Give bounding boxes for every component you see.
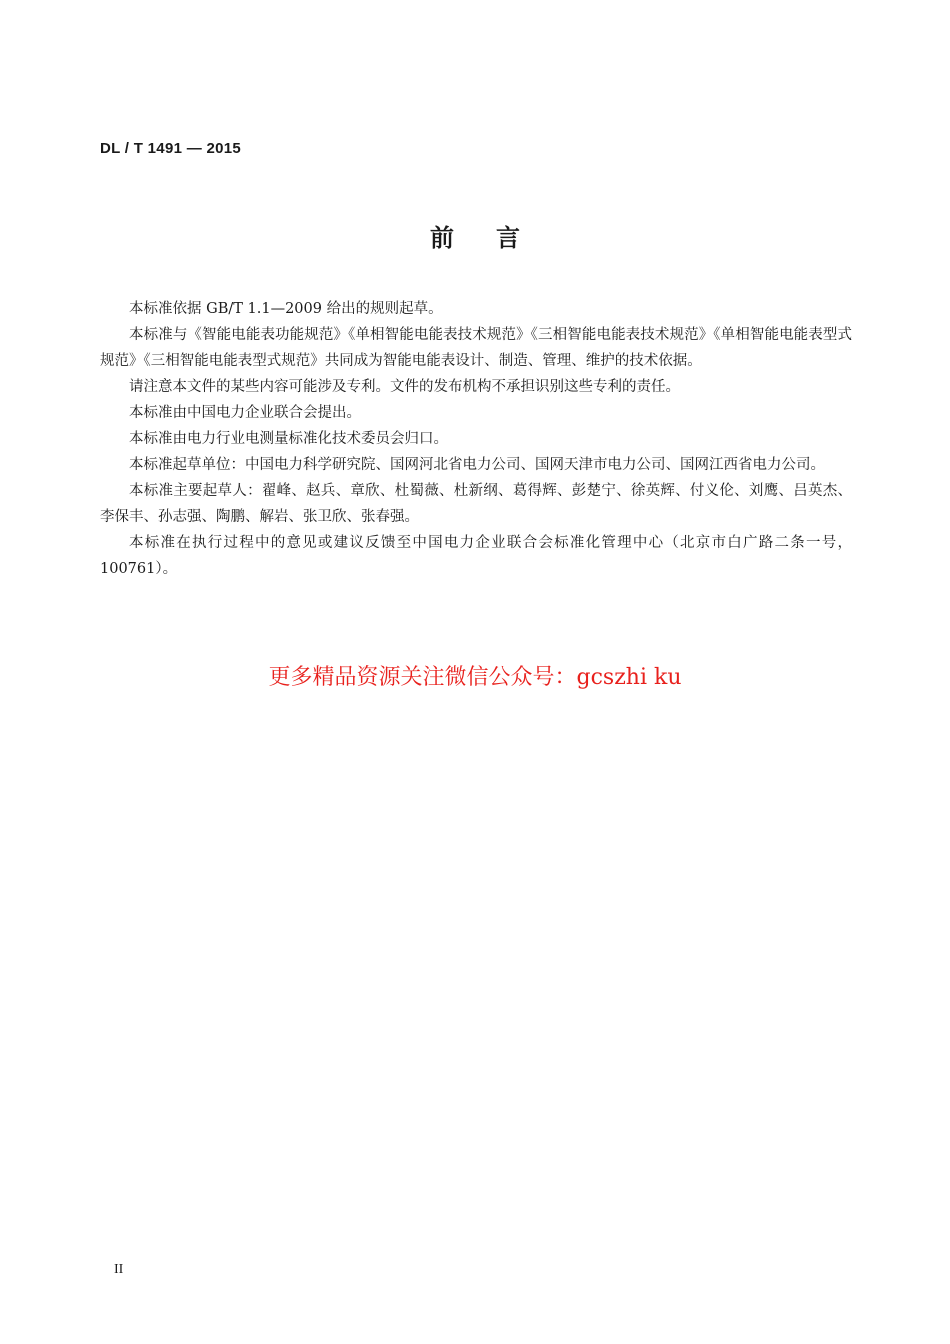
page-title: 前言 (430, 224, 562, 252)
promo-notice: 更多精品资源关注微信公众号：gcszhi ku (268, 665, 682, 690)
paragraph-proposer: 本标准由中国电力企业联合会提出。 (129, 405, 361, 421)
paragraph-patent-notice: 请注意本文件的某些内容可能涉及专利。文件的发布机构不承担识别这些专利的责任。 (129, 379, 680, 395)
paragraph-committee: 本标准由电力行业电测量标准化技术委员会归口。 (129, 431, 448, 447)
standard-code: DL / T 1491 — 2015 (100, 140, 242, 157)
paragraph-feedback: 本标准在执行过程中的意见或建议反馈至中国电力企业联合会标准化管理中心（北京市白广路二条一号，100761）。 (100, 535, 852, 577)
paragraph-related-standards: 本标准与《智能电能表功能规范》《单相智能电能表技术规范》《三相智能电能表技术规范》《单相智能电能表型式规范》《三相智能电能表型式规范》共同成为智能电能表设计、制造、管理、维护的技术依据。 (100, 327, 852, 369)
paragraph-drafters: 本标准主要起草人：翟峰、赵兵、章欣、杜蜀薇、杜新纲、葛得辉、彭楚宁、徐英辉、付义伦、刘鹰、吕英杰、李保丰、孙志强、陶鹏、解岩、张卫欣、张春强。 (100, 483, 852, 525)
paragraph-drafting-units: 本标准起草单位：中国电力科学研究院、国网河北省电力公司、国网天津市电力公司、国网江西省电力公司。 (129, 457, 825, 473)
foreword-body (100, 296, 852, 582)
page-number: II (114, 1262, 124, 1277)
paragraph-drafting-rules: 本标准依据 GB/T 1.1—2009 给出的规则起草。 (129, 301, 443, 317)
